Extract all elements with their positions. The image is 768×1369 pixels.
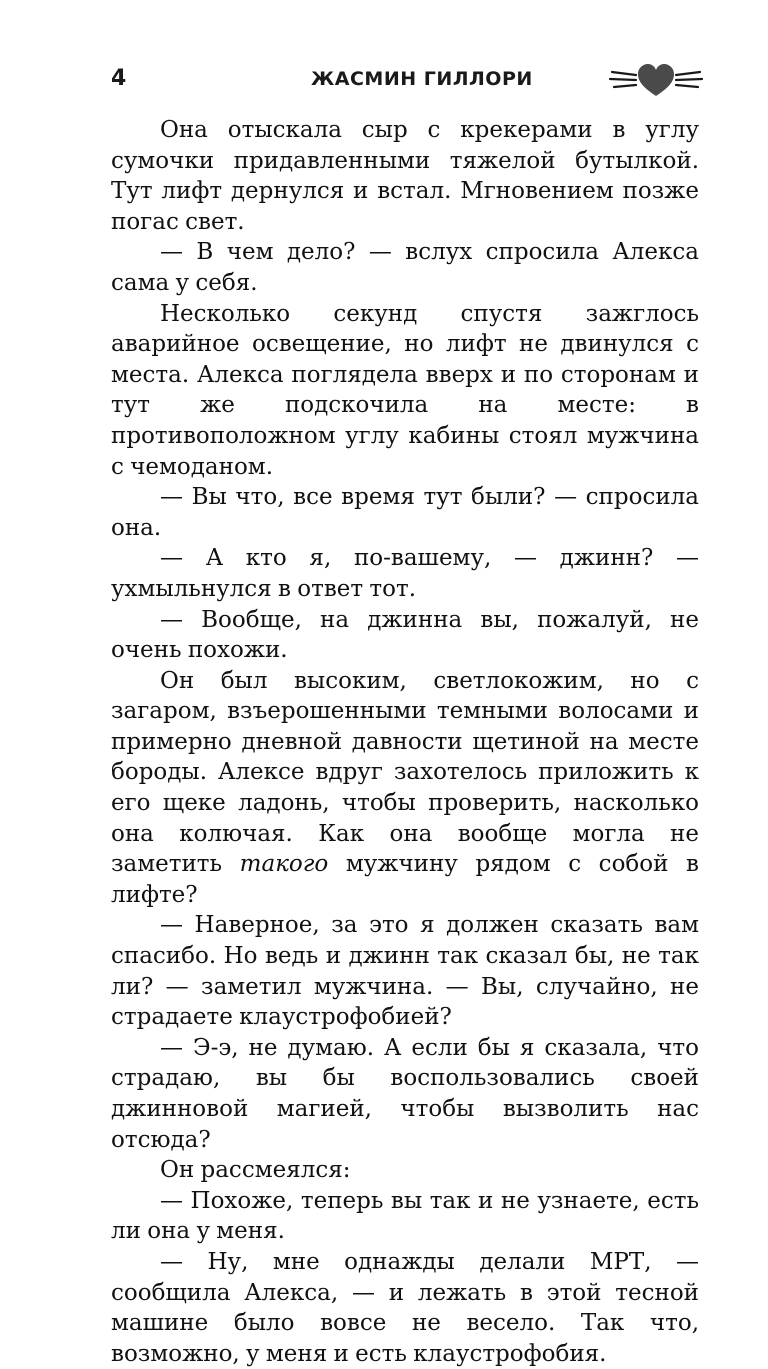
paragraph: — Вы что, все время тут были? — спросила она. (111, 484, 699, 541)
heart-with-lines-icon (608, 60, 704, 100)
paragraph (111, 666, 699, 911)
paragraph: Он рассмеялся: (160, 1157, 351, 1184)
paragraph: — В чем дело? — вслух спросила Алекса сама у себя. (111, 239, 699, 296)
page-header (0, 60, 768, 100)
paragraph: — Ну, мне однажды делали МРТ, — сообщила Алекса, — и лежать в этой тесной машине было вовсе не весело. Так что, возможно, у меня и есть клаустрофобия. (111, 1248, 699, 1367)
paragraph-text: мужчину рядом с собой в лифте? (111, 851, 699, 908)
paragraph: Несколько секунд спустя зажглось аварийное освещение, но лифт не двинулся с места. Алекса поглядела вверх и по сторонам и тут же подскочила на месте: в противоположном углу кабины стоял мужчина с чемоданом. (111, 300, 699, 480)
paragraph: — Э-э, не думаю. А если бы я сказала, что страдаю, вы бы воспользовались своей джинновой магией, чтобы вызволить нас отсюда? (111, 1034, 699, 1153)
paragraph: — Похоже, теперь вы так и не узнаете, есть ли она у меня. (111, 1187, 699, 1245)
paragraph: — А кто я, по-вашему, — джинн? — ухмыльнулся в ответ тот. (111, 545, 699, 602)
paragraph-text: Он был высоким, светлокожим, но с загаром, взъерошенными темными волосами и примерно дневной давности щетиной на месте бороды. Алексе вдруг захотелось приложить к его щеке ладонь, чтобы проверить, насколько она колючая. Как она вообще могла не заметить (111, 667, 699, 878)
page-number: 4 (111, 66, 127, 91)
paragraph: — Вообще, на джинна вы, пожалуй, не очень похожи. (111, 606, 699, 664)
paragraph: Она отыскала сыр с крекерами в углу сумочки придавленными тяжелой бутылкой. Тут лифт дернулся и встал. Мгновением позже погас свет. (111, 117, 699, 235)
running-title: ЖАСМИН ГИЛЛОРИ (311, 68, 533, 90)
paragraph: — Наверное, за это я должен сказать вам спасибо. Но ведь и джинн так сказал бы, не так ли? — заметил мужчина. — Вы, случайно, не страдаете клаустрофобией? (111, 912, 699, 1031)
emphasized-word: такого (239, 851, 329, 878)
body-text (111, 115, 699, 1369)
